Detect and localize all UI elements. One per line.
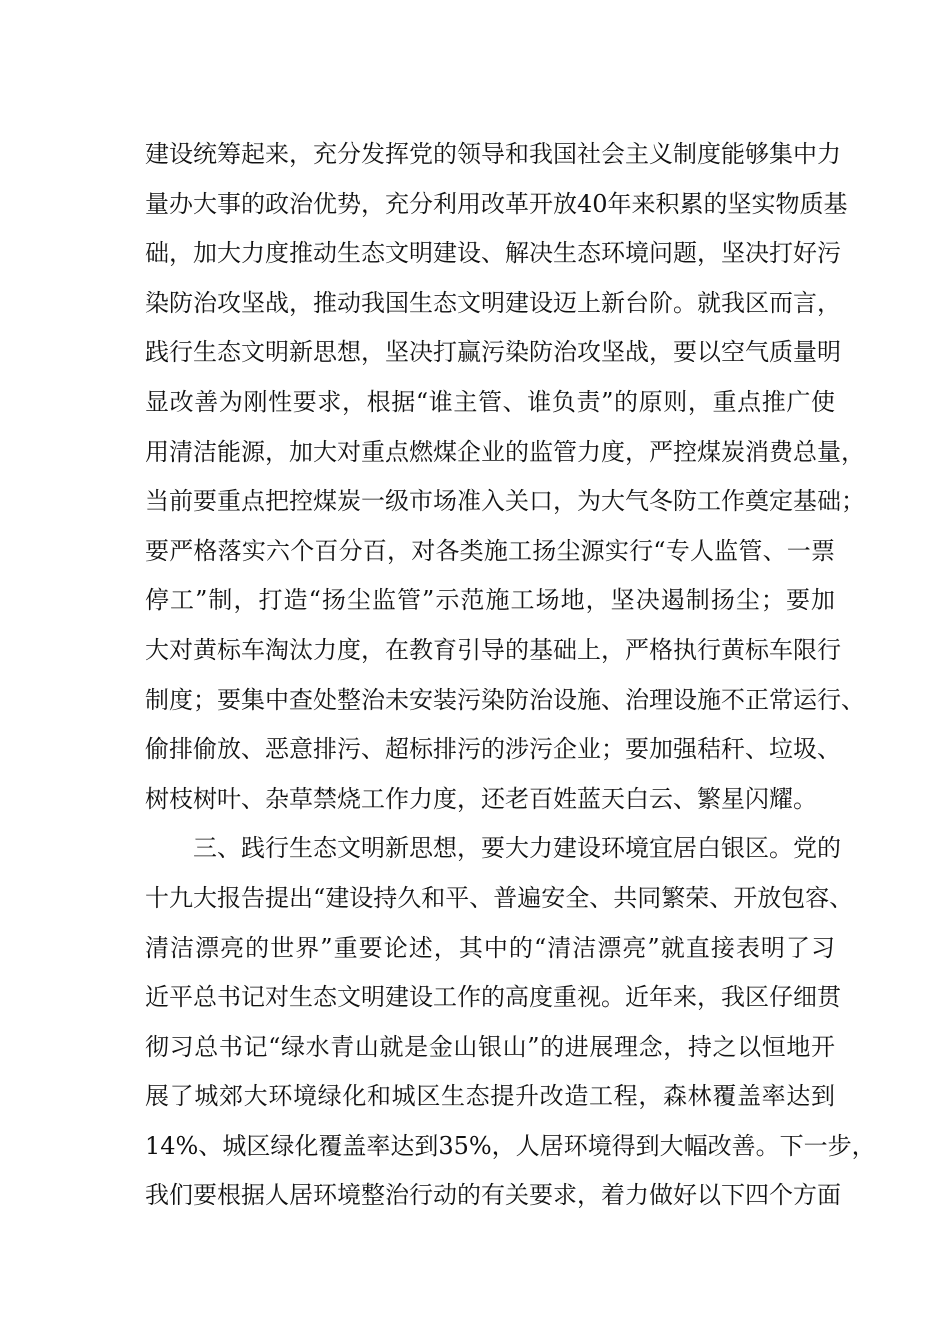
text-line: 展了城郊大环境绿化和城区生态提升改造工程，森林覆盖率达到: [145, 1082, 835, 1111]
text-line: 础，加大力度推动生态文明建设、解决生态环境问题，坚决打好污: [145, 239, 841, 268]
body-text: [145, 130, 876, 1221]
text-line: 14%、城区绿化覆盖率达到35%，人居环境得到大幅改善。下一步，: [145, 1131, 876, 1160]
text-line: 停工”制，打造“扬尘监管”示范施工场地，坚决遏制扬尘；要加: [145, 586, 835, 615]
section-three-first-line: 三、践行生态文明新思想，要大力建设环境宜居白银区。党的: [193, 834, 841, 863]
text-line: 制度；要集中查处整治未安装污染防治设施、治理设施不正常运行、: [145, 685, 865, 714]
text-line: 清洁漂亮的世界”重要论述，其中的“清洁漂亮”就直接表明了习: [145, 933, 835, 962]
text-line: 近平总书记对生态文明建设工作的高度重视。近年来，我区仔细贯: [145, 983, 841, 1012]
text-line: 十九大报告提出“建设持久和平、普遍安全、共同繁荣、开放包容、: [145, 883, 854, 912]
text-line: 大对黄标车淘汰力度，在教育引导的基础上，严格执行黄标车限行: [145, 635, 841, 664]
text-line: 用清洁能源，加大对重点燃煤企业的监管力度，严控煤炭消费总量，: [145, 437, 865, 466]
text-line: 量办大事的政治优势，充分利用改革开放40年来积累的坚实物质基: [145, 189, 848, 218]
paragraph-end-line: 树枝树叶、杂草禁烧工作力度，还老百姓蓝天白云、繁星闪耀。: [145, 784, 817, 813]
text-line: 染防治攻坚战，推动我国生态文明建设迈上新台阶。就我区而言，: [145, 288, 841, 317]
text-line: 当前要重点把控煤炭一级市场准入关口，为大气冬防工作奠定基础；: [145, 487, 865, 516]
text-line: 彻习总书记“绿水青山就是金山银山”的进展理念，持之以恒地开: [145, 1032, 835, 1061]
text-line: 我们要根据人居环境整治行动的有关要求，着力做好以下四个方面: [145, 1181, 841, 1210]
text-line: 显改善为刚性要求，根据“谁主管、谁负责”的原则，重点推广使: [145, 387, 835, 416]
text-line: 践行生态文明新思想，坚决打赢污染防治攻坚战，要以空气质量明: [145, 338, 841, 367]
text-line: 要严格落实六个百分百，对各类施工扬尘源实行“专人监管、一票: [145, 536, 835, 565]
text-line: 建设统筹起来，充分发挥党的领导和我国社会主义制度能够集中力: [145, 140, 841, 168]
text-line: 偷排偷放、恶意排污、超标排污的涉污企业；要加强秸秆、垃圾、: [145, 735, 841, 764]
